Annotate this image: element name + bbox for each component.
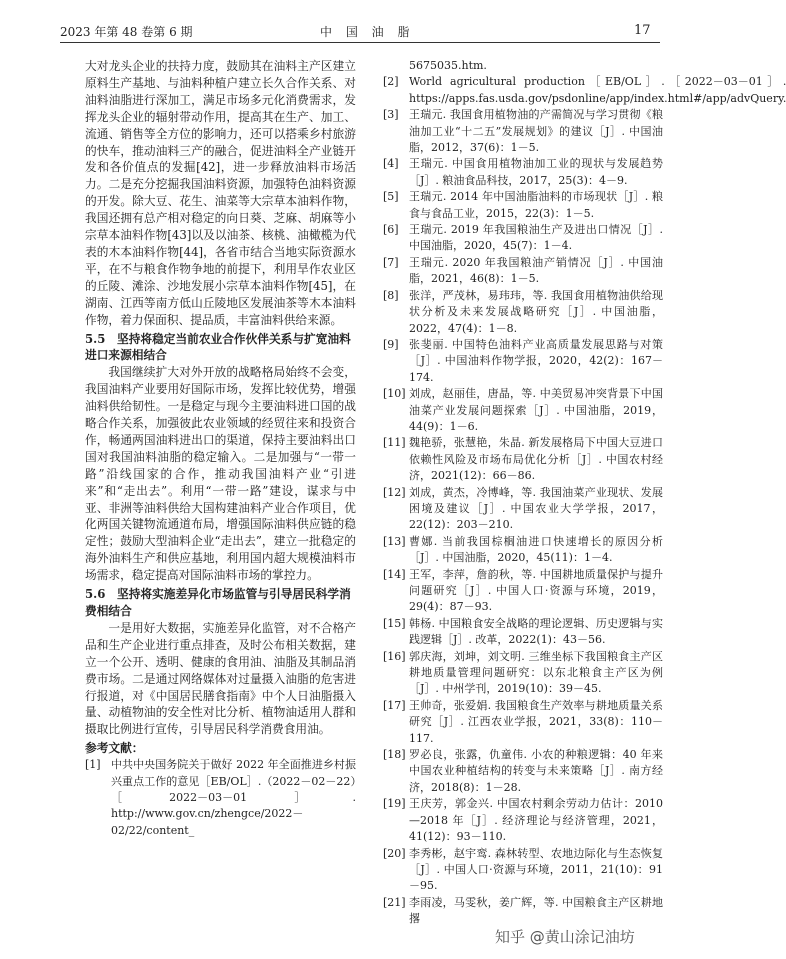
reference-item bbox=[383, 846, 663, 895]
section-heading-5-6: 5.6 坚持将实施差异化市场监管与引导居民科学消费相结合 bbox=[85, 587, 351, 618]
reference-number: [18] bbox=[383, 748, 406, 762]
reference-number: [10] bbox=[383, 387, 406, 401]
reference-item bbox=[383, 616, 663, 649]
reference-text: 王帅奇，张爱娟. 我国粮食生产效率与耕地质量关系研究［J］. 江西农业学报，2021，33(8)：110－117. bbox=[409, 698, 663, 745]
reference-text: 罗必良，张露，仇童伟. 小农的种粮逻辑：40 年来中国农业种植结构的转变与未来策略［J］. 南方经济，2018(8)：1－28. bbox=[409, 748, 663, 794]
reference-number: [3] bbox=[383, 108, 399, 122]
reference-item bbox=[383, 698, 663, 747]
reference-number: [17] bbox=[383, 698, 406, 712]
reference-item bbox=[383, 337, 663, 386]
reference-text: 王军，李萍，詹韵秋，等. 中国耕地质量保护与提升问题研究［J］. 中国人口·资源与环境，2019，29(4)：87－93. bbox=[409, 567, 663, 614]
reference-item bbox=[383, 255, 663, 288]
reference-number: [11] bbox=[383, 436, 406, 450]
reference-item bbox=[383, 435, 663, 484]
reference-number: [19] bbox=[383, 797, 406, 811]
watermark bbox=[495, 926, 635, 947]
reference-list bbox=[383, 74, 786, 927]
journal-name: 中 国 油 脂 bbox=[320, 25, 415, 39]
reference-text: 郭庆海，刘坤，刘文明. 三维坐标下我国粮食主产区耕地质量管理问题研究：以东北粮食主产区为例［J］. 中州学刊，2019(10)：39－45. bbox=[409, 649, 663, 696]
watermark-text: 知乎 @黄山涂记油坊 bbox=[495, 928, 635, 946]
reference-item bbox=[383, 107, 663, 156]
reference-text: 王瑞元. 我国食用植物油的产需简况与学习贯彻《粮油加工业“十二五”发展规划》的建议［J］. 中国油脂，2012，37(6)：1－5. bbox=[409, 108, 663, 155]
reference-text: 魏艳骄，张慧艳，朱晶. 新发展格局下中国大豆进口依赖性风险及市场布局优化分析［J］. 中国农村经济，2021(12)：66－86. bbox=[409, 436, 663, 483]
page-number: 17 bbox=[634, 23, 651, 38]
reference-text: 中共中央国务院关于做好 2022 年全面推进乡村振兴重点工作的意见［EB/OL］.（2022－02－22）［2022－03－01］. http://www.gov.cn/zhengce/2022－02/22/content_ bbox=[111, 758, 356, 837]
running-header bbox=[0, 20, 720, 42]
reference-text: 张斐丽. 中国特色油料产业高质量发展思路与对策［J］. 中国油料作物学报，2020，42(2)：167－174. bbox=[409, 337, 663, 384]
reference-number: [9] bbox=[383, 337, 399, 351]
right-column bbox=[383, 58, 786, 928]
reference-number: [5] bbox=[383, 190, 399, 204]
reference-item bbox=[383, 74, 786, 107]
reference-number: [20] bbox=[383, 846, 406, 860]
body-paragraph: 我国继续扩大对外开放的战略格局始终不会变，我国油料产业要用好国际市场，发挥比较优势，增强油料供给韧性。一是稳定与现今主要油料进口国的战略合作关系，加强彼此农业领域的经贸往来和投资合作，畅通两国油料进出口的渠道，保持主要油料出口国对我国油料油脂的稳定输入。二是加强与“一带一路”沿线国家的合作，推动我国油料产业“引进来”和“走出去”。利用“一带一路”建设，谋求与中亚、非洲等油料供给大国构建油料产业合作项目，优化两国关键物流通道布局，增强国际油料供应链的稳定性；鼓励大型油料企业“走出去”，建立一批稳定的海外油料生产和供应基地，利用国内超大规模油料市场需求，稳定提高对国际油料市场的掌控力。 bbox=[85, 365, 356, 583]
reference-text: 曹娜. 当前我国棕榈油进口快速增长的原因分析［J］. 中国油脂，2020，45(11)：1－4. bbox=[409, 534, 663, 565]
reference-text: 王瑞元. 2019 年我国粮油生产及进出口情况［J］. 中国油脂，2020，45(7)：1－4. bbox=[409, 223, 663, 253]
reference-text: 刘成，黄杰，冷博峰，等. 我国油菜产业现状、发展困境及建议［J］. 中国农业大学学报，2017，22(12)：203－210. bbox=[409, 485, 663, 532]
reference-item bbox=[383, 567, 663, 616]
reference-number: [13] bbox=[383, 534, 406, 548]
header-rule bbox=[60, 42, 660, 43]
reference-item bbox=[85, 757, 356, 839]
reference-text: 王庆芳，郭金兴. 中国农村剩余劳动力估计：2010—2018 年［J］. 经济理论与经济管理，2021，41(12)：93－110. bbox=[409, 797, 663, 844]
reference-item bbox=[383, 222, 663, 255]
reference-text: 李雨凌，马雯秋，姜广辉，等. 中国粮食主产区耕地撂 bbox=[409, 895, 663, 926]
reference-item bbox=[383, 386, 663, 435]
reference-text: World agricultural production［EB/OL］.［2022－03－01］. https://apps.fas.usda.gov/psdonline/app/index.html#/app/advQuery. bbox=[409, 75, 786, 105]
issue-info: 2023 年第 48 卷第 6 期 bbox=[60, 25, 193, 39]
reference-text: 王瑞元. 中国食用植物油加工业的现状与发展趋势［J］. 粮油食品科技，2017，25(3)：4－9. bbox=[409, 157, 663, 187]
reference-text: 王瑞元. 2014 年中国油脂油料的市场现状［J］. 粮食与食品工业，2015，22(3)：1－5. bbox=[409, 190, 663, 220]
reference-text: 王瑞元. 2020 年我国粮油产销情况［J］. 中国油脂，2021，46(8)：1－5. bbox=[409, 255, 663, 286]
reference-number: [21] bbox=[383, 895, 406, 909]
reference-number: [1] bbox=[85, 758, 101, 772]
reference-number: [12] bbox=[383, 485, 406, 499]
reference-item bbox=[383, 288, 663, 337]
reference-number: [8] bbox=[383, 288, 399, 302]
reference-number: [6] bbox=[383, 223, 399, 237]
reference-text: 韩杨. 中国粮食安全战略的理论逻辑、历史逻辑与实践逻辑［J］. 改革，2022(1)：43－56. bbox=[409, 616, 663, 647]
reference-number: [16] bbox=[383, 649, 406, 663]
reference-item bbox=[383, 796, 663, 845]
reference-text: 刘成，赵丽佳，唐晶，等. 中美贸易冲突背景下中国油菜产业发展问题探索［J］. 中国油脂，2019，44(9)：1－6. bbox=[409, 387, 663, 433]
body-paragraph: 一是用好大数据，实施差异化监管，对不合格产品和生产企业进行重点排查，及时公布相关数据，建立一个公开、透明、健康的食用油、油脂及其制品消费市场。二是通过网络媒体对过量摄入油脂的危害进行报道，对《中国居民膳食指南》中个人日油脂摄入量、动植物油的安全性对比分析、植物油适用人群和摄取比例进行宣传，引导居民科学消费食用油。 bbox=[85, 620, 356, 737]
section-heading-5-5: 5.5 坚持将稳定当前农业合作伙伴关系与扩宽油料进口来源相结合 bbox=[85, 331, 351, 363]
reference-item bbox=[383, 747, 663, 796]
reference-number: [15] bbox=[383, 616, 406, 630]
left-column bbox=[85, 58, 356, 839]
body-paragraph: 大对龙头企业的扶持力度，鼓励其在油料主产区建立原料生产基地、与油料种植户建立长久合作关系、对油料油脂进行深加工，满足市场多元化消费需求，发挥龙头企业的辐射带动作用，提高其在生产、加工、流通、销售等全方位的影响力，还可以搭乘乡村旅游的快车，推动油料三产的融合，促进油料全产业链开发和各价值点的发掘[42]，进一步释放油料市场活力。二是充分挖掘我国油料资源，加强特色油料资源的开发。除大豆、花生、油菜等大宗草本油料作物，我国还拥有总产相对稳定的向日葵、芝麻、胡麻等小宗草本油料作物[43]以及以油茶、核桃、油橄榄为代表的木本油料作物[44]，各省市结合当地实际资源水平，在不与粮食作物争地的前提下，利用旱作农业区的丘陵、滩涂、沙地发展小宗草本油料作物[45]，在湖南、江西等南方低山丘陵地区发展油茶等木本油料作物，着力保面积、提品质，丰富油料供给来源。 bbox=[85, 59, 356, 327]
references-heading: 参考文献： bbox=[85, 741, 144, 756]
reference-item bbox=[383, 485, 663, 534]
reference-number: [4] bbox=[383, 157, 399, 171]
reference-number: [2] bbox=[383, 75, 399, 89]
reference-item bbox=[383, 189, 663, 222]
reference-number: [14] bbox=[383, 567, 406, 581]
reference-item bbox=[383, 649, 663, 698]
reference-text: 张洋，严茂林，易玮玮，等. 我国食用植物油供给现状分析及未来发展战略研究［J］. 中国油脂，2022，47(4)：1－8. bbox=[409, 288, 663, 335]
reference-item bbox=[383, 895, 663, 928]
reference-continuation: 5675035.htm. bbox=[409, 59, 487, 72]
reference-item bbox=[383, 534, 663, 567]
reference-number: [7] bbox=[383, 255, 399, 269]
reference-text: 李秀彬，赵宇鸾. 森林转型、农地边际化与生态恢复［J］. 中国人口·资源与环境，2011，21(10)：91－95. bbox=[409, 846, 663, 893]
reference-item bbox=[383, 156, 663, 189]
